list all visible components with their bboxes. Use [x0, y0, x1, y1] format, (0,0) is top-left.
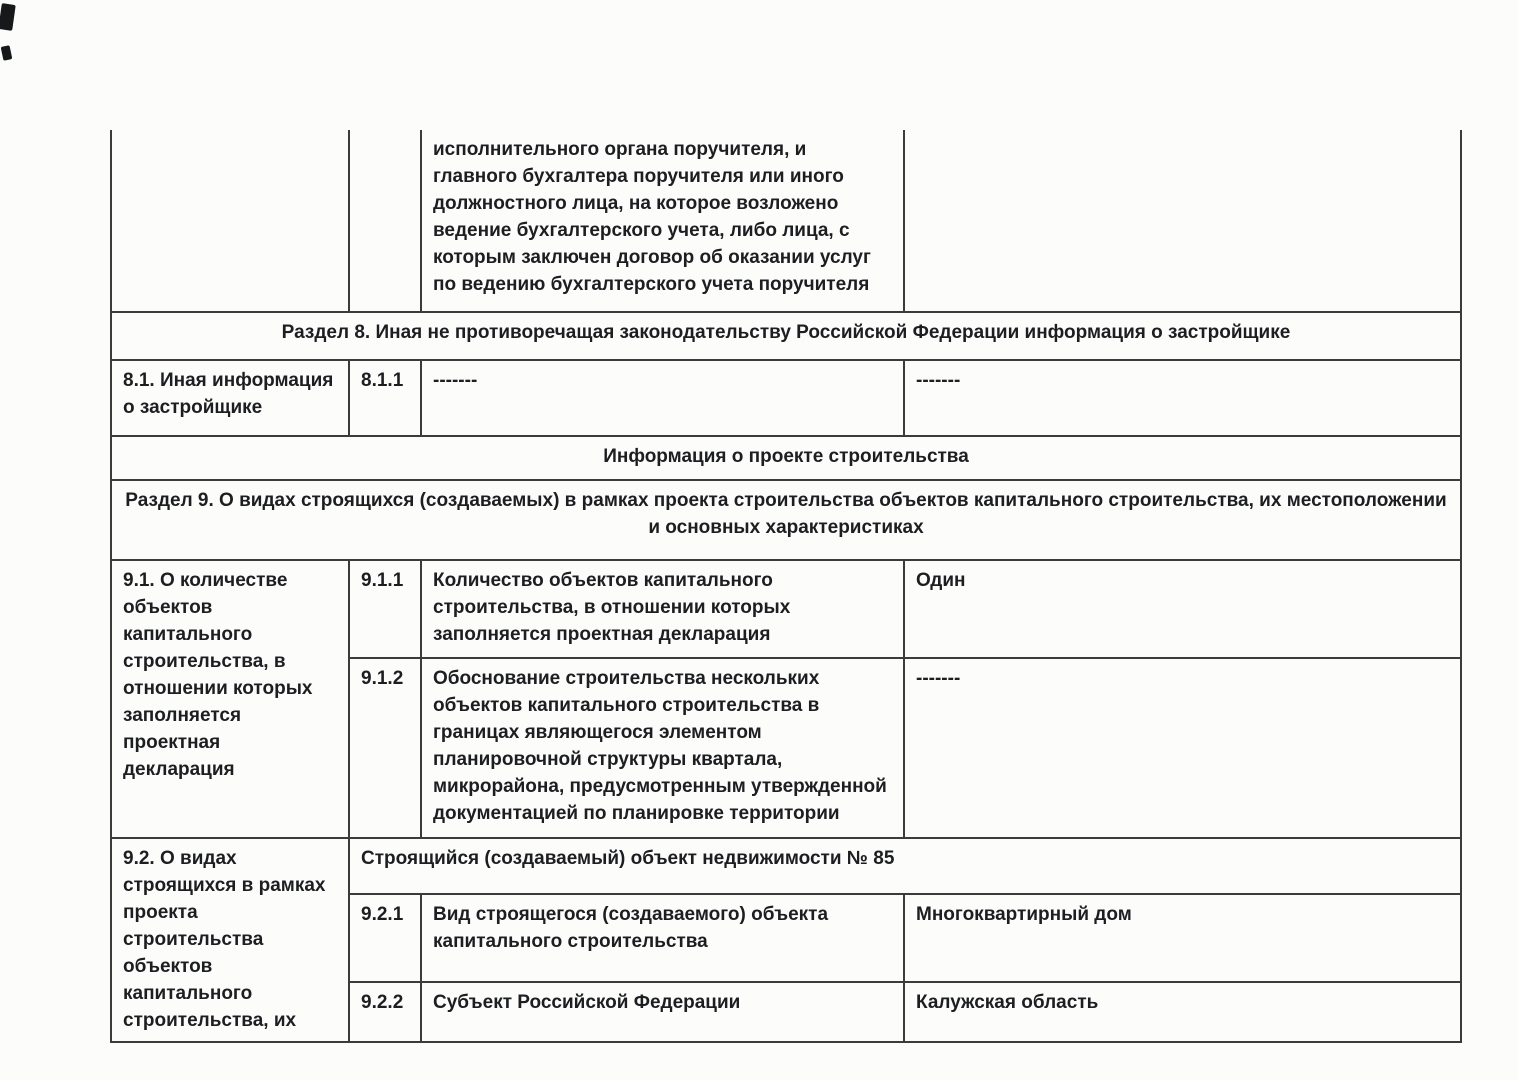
cell-9-2-1-value: Многоквартирный дом — [904, 894, 1461, 982]
table-row — [111, 360, 1461, 436]
cell-9-1-label: 9.1. О количестве объектов капитального строительства, в отношении которых заполняется проектная декларация — [111, 560, 349, 838]
cell-9-2-2-description: Субъект Российской Федерации — [421, 982, 904, 1042]
scan-artifact — [0, 3, 16, 31]
scan-artifact — [1, 45, 13, 61]
cell-8-1-1-value: ------- — [904, 360, 1461, 436]
cell-9-2-label: 9.2. О видах строящихся в рамках проекта строительства объектов капитального строительства, их — [111, 838, 349, 1042]
cell-9-1-1-num: 9.1.1 — [349, 560, 421, 658]
cell-9-1-1-value: Один — [904, 560, 1461, 658]
table-row — [111, 560, 1461, 658]
cell-9-1-2-description: Обоснование строительства нескольких объектов капитального строительства в границах являющегося элементом планировочной структуры квартала, микрорайона, предусмотренным утвержденной документацией по планировке территории — [421, 658, 904, 838]
object-85-header: Строящийся (создаваемый) объект недвижимости № 85 — [349, 838, 1461, 894]
cell-9-2-1-num: 9.2.1 — [349, 894, 421, 982]
cell-8-1-1-num: 8.1.1 — [349, 360, 421, 436]
cell-8-1-label: 8.1. Иная информация о застройщике — [111, 360, 349, 436]
project-declaration-table — [110, 130, 1462, 1043]
cell-9-2-2-num: 9.2.2 — [349, 982, 421, 1042]
cell-9-1-1-description: Количество объектов капитального строительства, в отношении которых заполняется проектная декларация — [421, 560, 904, 658]
cell-continuation-num — [349, 130, 421, 312]
table-row — [111, 436, 1461, 480]
cell-9-2-1-description: Вид строящегося (создаваемого) объекта капитального строительства — [421, 894, 904, 982]
cell-continuation-label — [111, 130, 349, 312]
cell-continuation-value — [904, 130, 1461, 312]
table-row — [111, 312, 1461, 360]
project-info-header: Информация о проекте строительства — [111, 436, 1461, 480]
cell-continuation-description: исполнительного органа поручителя, и главного бухгалтера поручителя или иного должностного лица, на которое возложено ведение бухгалтерского учета, либо лица, с которым заключен договор об оказании услуг по ведению бухгалтерского учета поручителя — [421, 130, 904, 312]
table-row — [111, 130, 1461, 312]
cell-9-1-2-num: 9.1.2 — [349, 658, 421, 838]
table-row — [111, 838, 1461, 894]
cell-9-2-2-value: Калужская область — [904, 982, 1461, 1042]
table-row — [111, 480, 1461, 560]
section-8-header: Раздел 8. Иная не противоречащая законодательству Российской Федерации информация о застройщике — [111, 312, 1461, 360]
section-9-header: Раздел 9. О видах строящихся (создаваемых) в рамках проекта строительства объектов капитального строительства, их местоположении и основных характеристиках — [111, 480, 1461, 560]
cell-9-1-2-value: ------- — [904, 658, 1461, 838]
cell-8-1-1-description: ------- — [421, 360, 904, 436]
